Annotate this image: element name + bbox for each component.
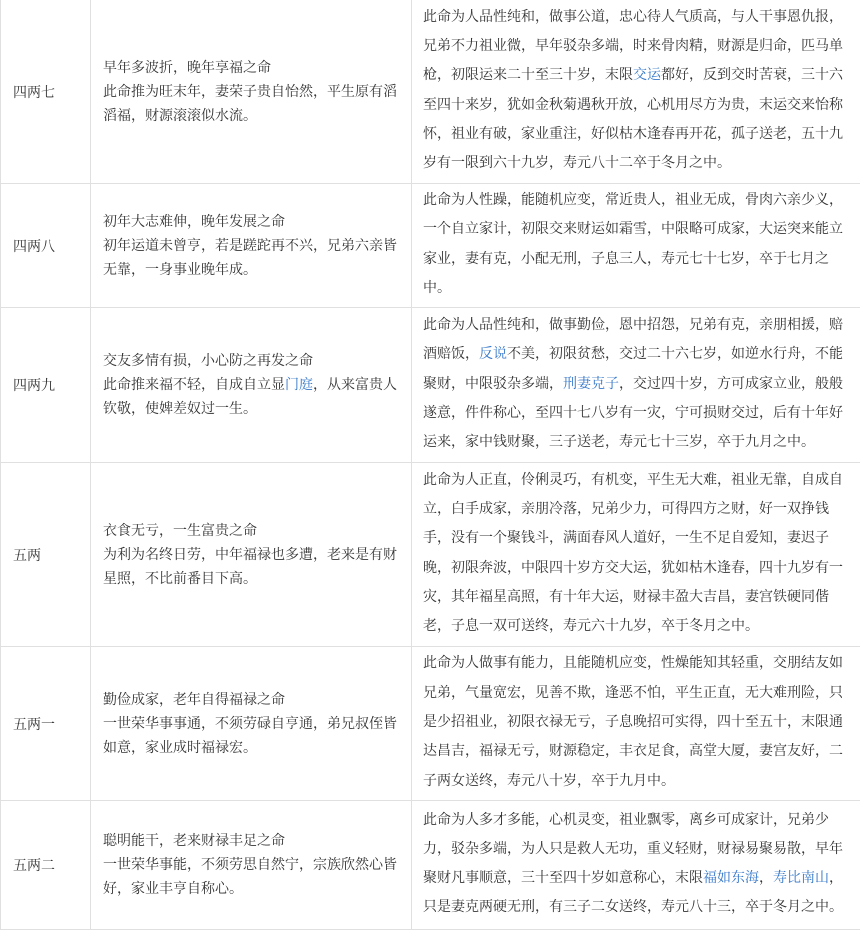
detail-cell <box>412 308 860 463</box>
weight-cell <box>1 308 91 463</box>
detail-text-part: ，只是妻克两硬无刑，有三子二女送终，寿元八十三，卒于冬月之中。 <box>423 870 843 915</box>
summary-poem-part: 此命推来福不轻，自成自立显 <box>103 377 285 393</box>
detail-text-part: 都好，反到交时苦衰，三十六至四十来岁，犹如金秋菊遇秋开放，心机用尽方为贵，末运交来怡称怀，祖业有破，家业重注，好似枯木逢春再开花，孤子送老，五十九岁有一限到六十九岁，寿元八十二卒于冬月之中。 <box>423 67 843 171</box>
summary-cell <box>91 463 412 647</box>
summary-title: 初年大志难伸，晚年发展之命 <box>103 210 401 234</box>
weight-label: 五两一 <box>13 714 90 734</box>
detail-text <box>423 311 852 457</box>
weight-cell <box>1 647 91 801</box>
summary-title: 衣食无亏，一生富贵之命 <box>103 519 401 543</box>
detail-text-part: 此命为人多才多能，心机灵变，祖业飘零，离乡可成家计，兄弟少力，驳杂多端，为人只是救人无功，重义轻财，财禄易聚易散，早年聚财凡事顺意，三十至四十岁如意称心，末限 <box>423 812 843 887</box>
summary-cell <box>91 801 412 930</box>
weight-label: 四两九 <box>13 375 90 395</box>
inline-link[interactable]: 反说 <box>479 346 507 362</box>
summary-cell <box>91 0 412 184</box>
inline-link[interactable]: 寿比南山 <box>773 870 829 886</box>
detail-text: 此命为人正直，伶俐灵巧，有机变，平生无大难，祖业无靠，自成自立，白手成家，亲朋冷落，兄弟少力，可得四方之财，好一双挣钱手，没有一个聚钱斗，满面春风人道好，一生不足自爱知，妻迟子晚，初限奔波，中限四十岁方交大运，犹如枯木逢春，四十九岁有一灾，其年福星高照，有十年大运，财禄丰盈大吉昌，妻宫铁硬同偕老，子息一双可送终，寿元六十九岁，卒于冬月之中。 <box>423 466 852 642</box>
weight-label: 四两七 <box>13 82 90 102</box>
summary-title: 勤俭成家，老年自得福禄之命 <box>103 688 401 712</box>
summary-title: 早年多波折，晚年享福之命 <box>103 56 401 80</box>
inline-link[interactable]: 交运 <box>633 67 661 83</box>
summary-poem: 初年运道未曾亨，若是蹉跎再不兴，兄弟六亲皆无靠，一身事业晚年成。 <box>103 234 401 282</box>
table-row <box>1 801 860 930</box>
detail-text-part: ， <box>759 870 773 886</box>
summary-title: 聪明能干，老来财禄丰足之命 <box>103 829 401 853</box>
table-row <box>1 308 860 463</box>
summary-cell <box>91 184 412 308</box>
inline-link[interactable]: 福如东海 <box>703 870 759 886</box>
summary-cell <box>91 647 412 801</box>
detail-cell <box>412 647 860 801</box>
summary-poem: 为利为名终日劳，中年福禄也多遭，老来是有财星照，不比前番目下高。 <box>103 543 401 591</box>
table-row <box>1 463 860 647</box>
weight-cell <box>1 0 91 184</box>
detail-text: 此命为人做事有能力，且能随机应变，性燥能知其轻重，交朋结友如兄弟，气量宽宏，见善不欺，逢恶不怕，平生正直，无大难刑险，只是少招祖业，初限衣禄无亏，子息晚招可实得，四十至五十，末限通达昌吉，福禄无亏，财源稳定，丰衣足食，高堂大厦，妻宫友好，二子两女送终，寿元八十岁，卒于九月中。 <box>423 649 852 795</box>
table-row <box>1 0 860 184</box>
weight-label: 五两 <box>13 545 90 565</box>
detail-text-part: 不美，初限贫愁，交过二十六七岁，如逆水行舟，不能聚财，中限驳杂多端， <box>423 346 843 391</box>
detail-text-part: ，交过四十岁，方可成家立业，般般遂意，件件称心，至四十七八岁有一灾，宁可损财交过，后有十年好运来，家中钱财聚，三子送老，寿元七十三岁，卒于九月之中。 <box>423 376 843 451</box>
detail-cell <box>412 0 860 184</box>
detail-cell <box>412 463 860 647</box>
detail-text: 此命为人性躁，能随机应变，常近贵人，祖业无成，骨肉六亲少义，一个自立家计，初限交来财运如霜雪，中限略可成家，大运突来能立家业，妻有克，小配无刑，子息三人，寿元七十七岁，卒于七月之中。 <box>423 186 852 303</box>
summary-cell <box>91 308 412 463</box>
detail-text-part: 此命为人品性纯和，做事公道，忠心待人气质高，与人干事恩仇报，兄弟不力祖业微，早年驳杂多端，时来骨肉精，财源是归命，匹马单枪，初限运来二十至三十岁，末限 <box>423 9 843 84</box>
summary-poem: 一世荣华事事通，不须劳碌自亨通，弟兄叔侄皆如意，家业成时福禄宏。 <box>103 712 401 760</box>
weight-label: 四两八 <box>13 236 90 256</box>
detail-text <box>423 3 852 179</box>
weight-cell <box>1 801 91 930</box>
detail-cell <box>412 801 860 930</box>
inline-link[interactable]: 刑妻克子 <box>563 376 619 392</box>
inline-link[interactable]: 门庭 <box>285 377 313 393</box>
weight-cell <box>1 184 91 308</box>
table-row <box>1 184 860 308</box>
weight-label: 五两二 <box>13 855 90 875</box>
summary-poem-part: ，从来富贵人钦敬，使婢差奴过一生。 <box>103 377 397 417</box>
summary-poem: 一世荣华事能，不须劳思自然宁，宗族欣然心皆好，家业丰亨自称心。 <box>103 853 401 901</box>
summary-title: 交友多情有损，小心防之再发之命 <box>103 349 401 373</box>
detail-text-part: 此命为人品性纯和，做事勤俭，恩中招怨，兄弟有克，亲朋相援，赔酒赔饭， <box>423 317 843 362</box>
detail-cell <box>412 184 860 308</box>
table-row <box>1 647 860 801</box>
weight-cell <box>1 463 91 647</box>
summary-poem: 此命推为旺末年，妻荣子贵自怡然，平生原有滔滔福，财源滚滚似水流。 <box>103 80 401 128</box>
summary-poem <box>103 373 401 421</box>
detail-text <box>423 806 852 923</box>
